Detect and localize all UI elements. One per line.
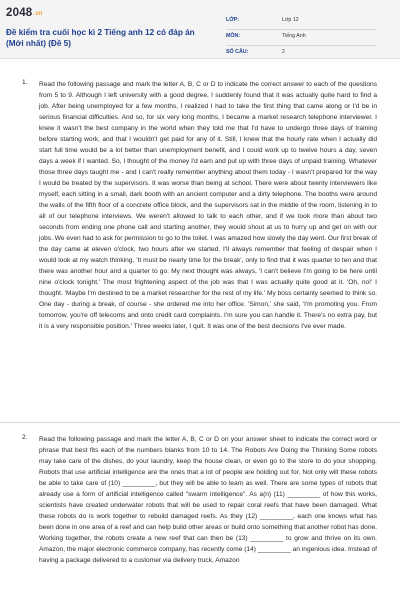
questions-content xyxy=(0,58,400,600)
document-meta-table xyxy=(226,14,376,61)
meta-label-subject: MÔN: xyxy=(226,33,241,39)
meta-value-subject: Tiếng Anh xyxy=(282,33,306,39)
document-title: Đề kiểm tra cuối học kì 2 Tiếng anh 12 có đáp án (Mới nhất) (Đề 5) xyxy=(6,28,195,48)
meta-row-subject xyxy=(226,30,376,46)
logo-domain-text: .vn xyxy=(33,11,43,17)
page-header xyxy=(0,0,400,59)
question-text: Read the following passage and mark the letter A, B, C or D to indicate the correct answer to each of the questions from 5 to 9. Although I left university with a good degree, I suddenly found that it was actually quite hard to find a job. After being unemployed for a few months, I realized I had to take the first thing that came along or I'd be in serious financial difficulties. And so, for six very long months, I became a market research telephone interviewer. I knew it wasn't the best company in the world when they told me that I'd have to undergo three days of training before starting work, and that I wouldn't get paid for any of it. Still, I knew that the hourly rate when I actually did start full time would be a lot better than unemployment benefit, and I could work up to twelve hours a day, seven days a week if I wanted. So, I thought of the money I'd earn and put up with three days of unpaid training. Whatever those three days taught me - and I can't really remember anything about them today - I wasn't prepared for the way I would be treated by the supervisors. It was worse than being at school. There were about twenty interviewers like myself, each sitting in a small, dark booth with an ancient computer and a dirty telephone. The booths were around the walls of the fifth floor of a concrete office block, and the supervisors sat in the middle of the room, listening in to all of our telephone interviews. We weren't allowed to talk to each other, and if we took more than about two seconds from ending one phone call and starting another, they would shout at us to hurry up and get on with our jobs. We even had to ask for permission to go to the toilet. I was amazed how slowly the day went. Our first break of the day came at eleven o'clock, two hours after we started. I'll always remember that feeling of despair when I would look at my watch thinking, 'It must be nearly time for the break', only to find that it was quarter to ten and that there was another hour and a quarter to go. My next thought was always, 'I can't believe I'm going to be here until nine o'clock tonight.' The most frightening aspect of the job was that I was actually quite good at it. 'Oh, no!' I thought. 'Maybe I'm destined to be a market researcher for the rest of my life.' My boss certainly seemed to think so. One day - during a break, of course - she ordered me into her office. 'Simon,' she said, 'I'm promoting you. From tomorrow, you're off telecoms and onto credit card complaints. I'm sure you can handle it. There's no extra pay, but it is a very responsible position.' Three weeks later, I quit. It was one of the best decisions I've ever made. xyxy=(39,81,377,330)
question-number: 2. xyxy=(22,434,28,441)
meta-label-class: LỚP: xyxy=(226,17,240,23)
meta-value-question-count: 2 xyxy=(282,49,285,55)
meta-row-class xyxy=(226,14,376,30)
question-number: 1. xyxy=(22,79,28,86)
meta-label-question-count: SỐ CÂU: xyxy=(226,49,249,55)
logo-main-text: 2048 xyxy=(6,7,33,19)
site-logo[interactable] xyxy=(6,7,43,19)
question-divider xyxy=(0,422,400,423)
meta-value-class: Lớp 12 xyxy=(282,17,299,23)
question-text: Read the following passage and mark the letter A, B, C or D on your answer sheet to indicate the correct word or phrase that best fits each of the numbers blanks from 10 to 14. The Robots Are Doing the Thinking Some robots may take care of the dishes, do your laundry, keep the house clean, or even go to the store to do your shopping. Robots that use artificial intelligence are the ones that a lot of people are holding out for. Not only will these robots be able to take care of (10) _________, but they will be able to learn as well. There are some types of robots that already use a form of artificial intelligence called "swarm intelligence". As a(n) (11) _________ of how this works, scientists have created underwater robots that will be used to repair coral reefs that have been damaged. What these robots do is work together to rebuild damaged reefs. As they (12) _________, each one knows what has been done in one area of a reef and can help build other areas or build onto something that another robot has done. Working together, the robots create a new reef that can then be (13) _________ to grow and thrive on its own. Amazon, the major electronic commerce company, has recently come (14) _________ an ingenious idea. Instead of having a package delivered to a customer via delivery truck, Amazon xyxy=(39,436,377,564)
